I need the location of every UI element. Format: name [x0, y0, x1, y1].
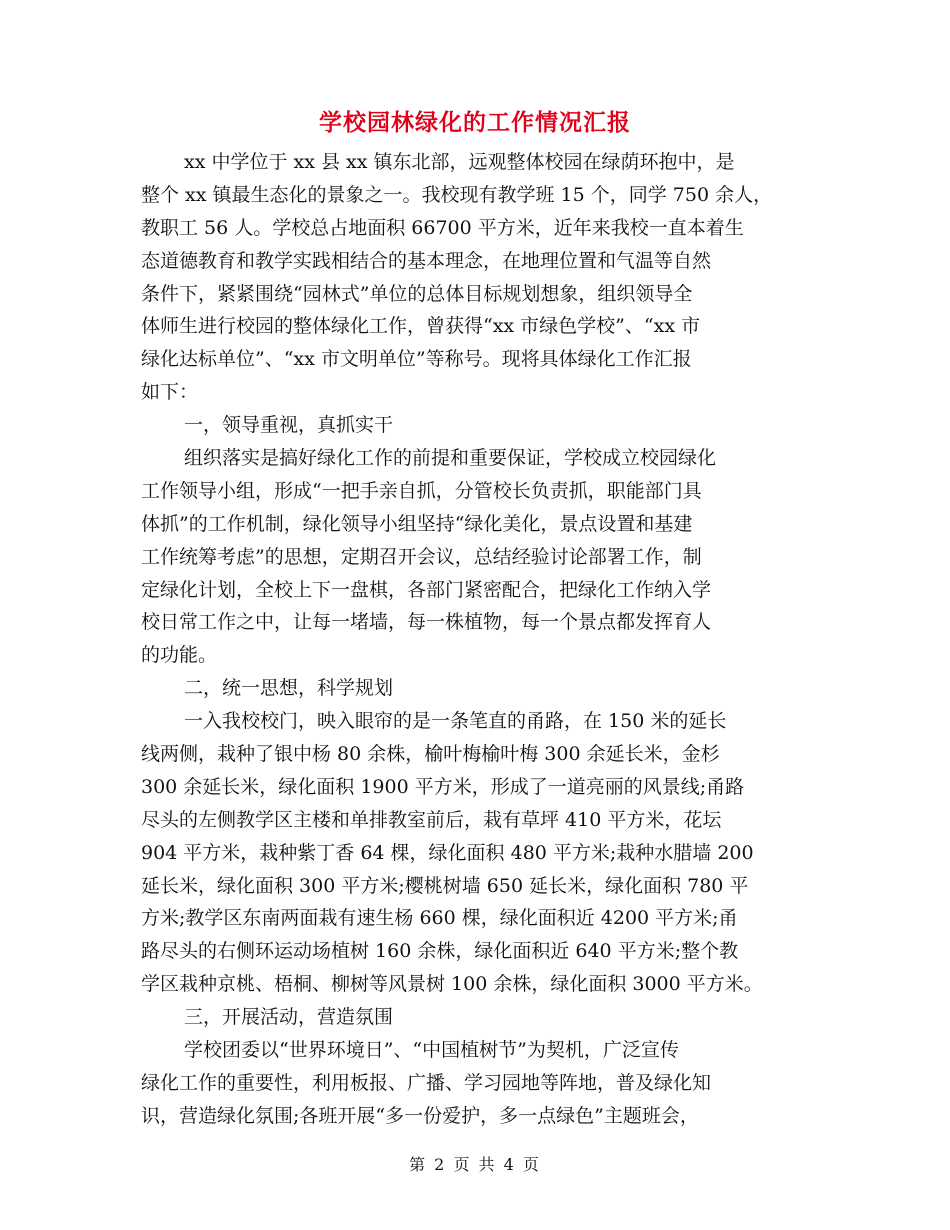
text-line: 工作领导小组，形成“一把手亲自抓，分管校长负责抓，职能部门具: [141, 479, 702, 502]
text-line: 识，营造绿化氛围;各班开展“多一份爱护，多一点绿色”主题班会，: [141, 1104, 699, 1127]
text-line: 904 平方米，栽种紫丁香 64 棵，绿化面积 480 平方米;栽种水腊墙 200: [141, 841, 754, 864]
text-line: 绿化工作的重要性，利用板报、广播、学习园地等阵地，普及绿化知: [141, 1071, 712, 1094]
text-line: 一，领导重视，真抓实干: [184, 414, 394, 437]
text-line: 体抓”的工作机制，绿化领导小组坚持“绿化美化，景点设置和基建: [141, 512, 693, 535]
text-line: 延长米，绿化面积 300 平方米;樱桃树墙 650 延长米，绿化面积 780 平: [141, 874, 749, 897]
text-line: 学校团委以“世界环境日”、“中国植树节”为契机，广泛宣传: [184, 1039, 679, 1062]
text-line: 绿化达标单位”、“xx 市文明单位”等称号。现将具体绿化工作汇报: [141, 348, 692, 371]
document-title: 学校园林绿化的工作情况汇报: [319, 109, 631, 136]
text-line: 如下：: [141, 381, 199, 404]
text-line: 300 余延长米，绿化面积 1900 平方米，形成了一道亮丽的风景线;甬路: [141, 775, 745, 798]
text-line: 学区栽种京桃、梧桐、柳树等风景树 100 余株，绿化面积 3000 平方米。: [141, 973, 763, 996]
text-line: 方米;教学区东南两面栽有速生杨 660 棵，绿化面积近 4200 平方米;甬: [141, 907, 738, 930]
text-line: 路尽头的右侧环运动场植树 160 余株，绿化面积近 640 平方米;整个教: [141, 940, 739, 963]
text-line: 一入我校校门，映入眼帘的是一条笔直的甬路，在 150 米的延长: [184, 710, 727, 733]
text-line: 三，开展活动，营造氛围: [184, 1006, 394, 1029]
text-line: 组织落实是搞好绿化工作的前提和重要保证，学校成立校园绿化: [184, 447, 717, 470]
text-line: 整个 xx 镇最生态化的景象之一。我校现有教学班 15 个，同学 750 余人，: [141, 183, 773, 206]
text-line: xx 中学位于 xx 县 xx 镇东北部，远观整体校园在绿荫环抱中，是: [184, 151, 735, 173]
text-line: 态道德教育和教学实践相结合的基本理念，在地理位置和气温等自然: [141, 249, 712, 272]
text-line: 尽头的左侧教学区主楼和单排教室前后，栽有草坪 410 平方米，花坛: [141, 808, 722, 831]
text-line: 线两侧，栽种了银中杨 80 余株，榆叶梅榆叶梅 300 余延长米，金杉: [141, 743, 720, 766]
text-line: 条件下，紧紧围绕“园林式”单位的总体目标规划想象，组织领导全: [141, 282, 693, 305]
text-line: 的功能。: [141, 644, 218, 667]
text-line: 教职工 56 人。学校总占地面积 66700 平方米，近年来我校一直本着生: [141, 216, 744, 239]
text-line: 二，统一思想，科学规划: [184, 677, 394, 700]
text-line: 校日常工作之中，让每一堵墙，每一株植物，每一个景点都发挥育人: [141, 611, 712, 634]
page-footer: 第 2 页 共 4 页: [409, 1155, 541, 1174]
text-line: 体师生进行校园的整体绿化工作，曾获得“xx 市绿色学校”、“xx 市: [141, 315, 701, 338]
text-line: 工作统筹考虑”的思想，定期召开会议，总结经验讨论部署工作，制: [141, 545, 702, 568]
document-body: [141, 146, 811, 1133]
text-line: 定绿化计划，全校上下一盘棋，各部门紧密配合，把绿化工作纳入学: [141, 578, 712, 601]
